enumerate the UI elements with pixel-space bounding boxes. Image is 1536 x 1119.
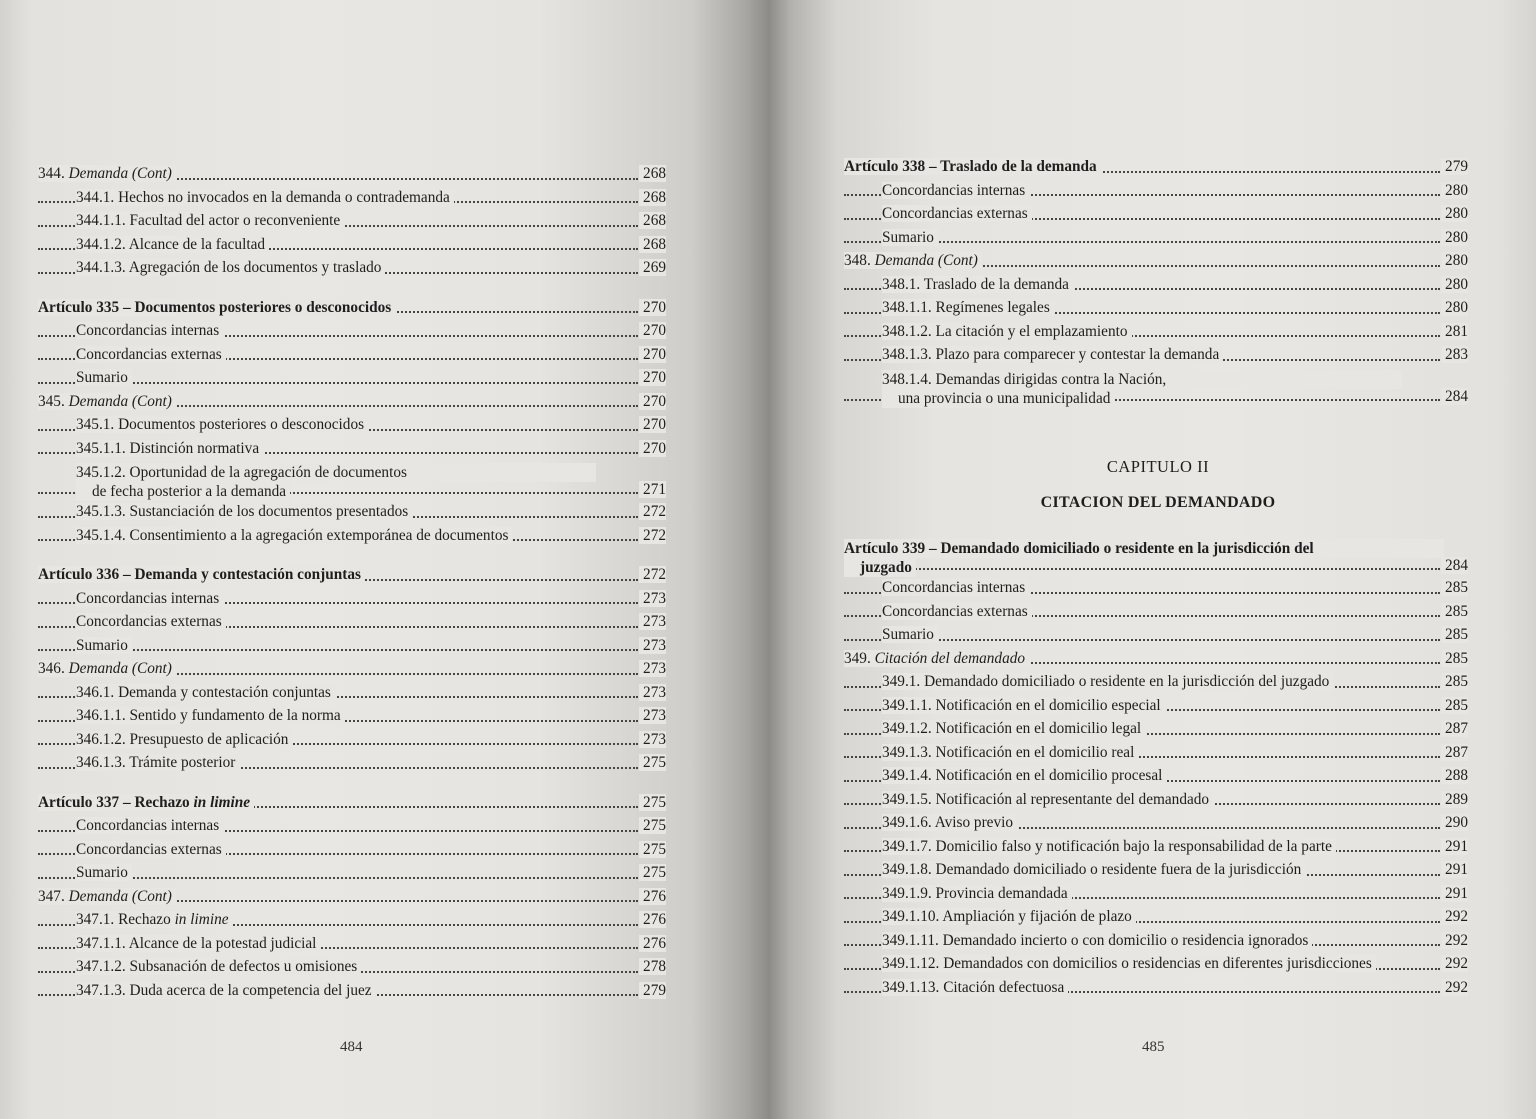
toc-entry-title xyxy=(76,369,132,386)
toc-entry-title xyxy=(76,817,223,834)
page-reference: 275 xyxy=(639,817,666,834)
toc-entry-title xyxy=(882,932,1312,949)
toc-entry xyxy=(38,885,666,909)
toc-entry-title xyxy=(76,259,385,276)
subentry-text: 348.1. Traslado de la demanda xyxy=(882,275,1069,293)
subentry-text: Concordancias externas xyxy=(882,205,1028,222)
section-number: 346. xyxy=(38,660,65,677)
toc-entry xyxy=(844,320,1468,344)
right-table-of-contents-top xyxy=(844,155,1468,407)
entry-line-1: 348.1.4. Demandas dirigidas contra la Nación, xyxy=(882,370,1402,389)
page-reference: 279 xyxy=(1441,158,1468,175)
page-reference: 278 xyxy=(639,958,666,975)
toc-entry xyxy=(844,600,1468,624)
right-page xyxy=(768,0,1536,1119)
toc-entry-title xyxy=(882,673,1333,690)
subentry-text: 345.1.1. Distinción normativa xyxy=(76,439,260,457)
entry-line-1: Artículo 339 – Demandado domiciliado o residente en la jurisdicción del xyxy=(844,539,1444,558)
toc-entry-title xyxy=(882,885,1072,902)
subentry-text: 346.1.1. Sentido y fundamento de la norma xyxy=(76,707,341,724)
page-reference: 276 xyxy=(639,888,666,905)
page-reference: 276 xyxy=(639,911,666,928)
toc-entry-title xyxy=(882,744,1138,761)
toc-entry xyxy=(38,460,666,500)
toc-entry xyxy=(38,413,666,437)
page-reference: 273 xyxy=(639,707,666,724)
subentry-text: Concordancias externas xyxy=(76,345,222,363)
toc-entry-title xyxy=(882,182,1029,199)
page-reference: 284 xyxy=(1441,557,1468,574)
toc-entry xyxy=(38,390,666,414)
page-reference: 280 xyxy=(1441,276,1468,293)
subentry-italic: in limine xyxy=(174,911,229,928)
page-reference: 292 xyxy=(1441,955,1468,972)
toc-entry xyxy=(844,249,1468,273)
toc-entry-title xyxy=(882,838,1336,855)
page-reference: 270 xyxy=(639,299,666,316)
page-reference: 270 xyxy=(639,346,666,363)
section-title: Demanda (Cont) xyxy=(874,252,978,269)
article-heading-italic: in limine xyxy=(193,793,251,811)
page-reference: 270 xyxy=(639,322,666,339)
toc-entry xyxy=(38,908,666,932)
subentry-text: 349.1.3. Notificación en el domicilio real xyxy=(882,743,1135,761)
page-reference: 285 xyxy=(1441,697,1468,714)
page-reference: 276 xyxy=(639,935,666,952)
subentry-text: 346.1.3. Trámite posterior xyxy=(76,754,236,771)
subentry-text: 346.1. Demanda y contestación conjuntas xyxy=(76,683,331,701)
page-reference: 287 xyxy=(1441,720,1468,737)
subentry-text: 344.1. Hechos no invocados en la demanda o contrademanda xyxy=(76,188,450,206)
toc-entry-title xyxy=(76,346,226,363)
page-reference: 275 xyxy=(639,754,666,771)
subentry-text: 347.1. Rechazo xyxy=(76,911,171,928)
subentry-text: Sumario xyxy=(76,864,128,881)
toc-entry-title xyxy=(76,754,239,771)
article-heading: Artículo 336 – Demanda y contestación conjuntas xyxy=(38,566,361,583)
entry-line-1: 345.1.2. Oportunidad de la agregación de documentos xyxy=(76,463,596,482)
toc-entry-title xyxy=(882,299,1054,316)
toc-entry-title xyxy=(76,982,376,999)
toc-entry-title xyxy=(76,503,412,520)
toc-entry-title xyxy=(844,650,1029,667)
toc-entry xyxy=(38,524,666,548)
toc-entry-title xyxy=(38,794,254,811)
page-reference: 273 xyxy=(639,660,666,677)
subentry-text: 348.1.1. Regímenes legales xyxy=(882,299,1050,316)
toc-entry xyxy=(844,155,1468,179)
toc-entry-title xyxy=(882,579,1029,596)
toc-entry xyxy=(844,929,1468,953)
right-page-number: 485 xyxy=(1142,1039,1165,1055)
article-heading: Artículo 338 – Traslado de la demanda xyxy=(844,158,1097,175)
subentry-text: 347.1.2. Subsanación de defectos u omisiones xyxy=(76,958,358,975)
toc-entry xyxy=(844,670,1468,694)
subentry-text: 344.1.2. Alcance de la facultad xyxy=(76,235,266,253)
subentry-text: Concordancias externas xyxy=(76,613,222,630)
toc-entry xyxy=(844,858,1468,882)
toc-entry xyxy=(38,955,666,979)
page-reference: 291 xyxy=(1441,838,1468,855)
toc-entry xyxy=(844,343,1468,367)
page-reference: 280 xyxy=(1441,205,1468,222)
toc-entry xyxy=(38,610,666,634)
subentry-text: Concordancias internas xyxy=(882,181,1026,199)
toc-entry-title xyxy=(76,440,263,457)
page-reference: 280 xyxy=(1441,229,1468,246)
subentry-text: 349.1.12. Demandados con domicilios o residencias en diferentes jurisdicciones xyxy=(882,955,1372,972)
subentry-text: Sumario xyxy=(76,636,128,654)
page-reference: 268 xyxy=(639,165,666,182)
subentry-text: Concordancias internas xyxy=(76,589,220,607)
subentry-text: 347.1.1. Alcance de la potestad judicial xyxy=(76,934,317,952)
toc-entry-title xyxy=(76,841,226,858)
page-reference: 273 xyxy=(639,684,666,701)
article-heading: Artículo 337 – Rechazo xyxy=(38,793,190,811)
toc-entry-title xyxy=(76,189,454,206)
page-reference: 285 xyxy=(1441,603,1468,620)
toc-entry-title xyxy=(76,707,345,724)
subentry-text: Concordancias internas xyxy=(76,817,220,834)
toc-entry xyxy=(38,296,666,320)
page-reference: 270 xyxy=(639,369,666,386)
subentry-text: 349.1.11. Demandado incierto o con domicilio o residencia ignorados xyxy=(882,931,1309,949)
toc-entry-title xyxy=(882,276,1073,293)
toc-entry-title xyxy=(882,205,1032,222)
page-reference: 273 xyxy=(639,613,666,630)
section-title: Demanda (Cont) xyxy=(68,660,172,677)
page-reference: 268 xyxy=(639,212,666,229)
page-reference: 291 xyxy=(1441,885,1468,902)
section-title: Demanda (Cont) xyxy=(68,392,172,410)
toc-entry xyxy=(844,536,1468,576)
subentry-text: 344.1.1. Facultad del actor o reconveniente xyxy=(76,212,341,229)
toc-entry xyxy=(38,932,666,956)
toc-entry xyxy=(844,296,1468,320)
page-reference: 287 xyxy=(1441,744,1468,761)
toc-entry xyxy=(38,681,666,705)
page-reference: 292 xyxy=(1441,979,1468,996)
toc-entry xyxy=(38,657,666,681)
page-reference: 292 xyxy=(1441,908,1468,925)
toc-entry-title xyxy=(76,637,132,654)
toc-entry xyxy=(844,623,1468,647)
subentry-text: 345.1. Documentos posteriores o desconocidos xyxy=(76,416,365,433)
toc-entry xyxy=(38,343,666,367)
toc-entry-title xyxy=(38,165,176,182)
subentry-text: 349.1.6. Aviso previo xyxy=(882,814,1014,831)
page-reference: 284 xyxy=(1441,388,1468,405)
toc-entry-title xyxy=(844,539,1448,577)
page-reference: 281 xyxy=(1441,323,1468,340)
toc-entry xyxy=(38,979,666,1003)
page-reference: 283 xyxy=(1441,346,1468,363)
subentry-text: 349.1.13. Citación defectuosa xyxy=(882,978,1065,996)
page-reference: 279 xyxy=(639,982,666,999)
subentry-text: Concordancias externas xyxy=(882,602,1028,620)
subentry-text: Concordancias internas xyxy=(882,579,1026,596)
toc-entry xyxy=(38,587,666,611)
toc-entry-title xyxy=(882,603,1032,620)
page-reference: 272 xyxy=(639,527,666,544)
section-title: Demanda (Cont) xyxy=(68,165,172,182)
section-spacer xyxy=(38,775,666,791)
page-reference: 280 xyxy=(1441,299,1468,316)
toc-entry xyxy=(844,811,1468,835)
toc-entry xyxy=(844,179,1468,203)
toc-entry-title xyxy=(882,720,1145,737)
page-reference: 290 xyxy=(1441,814,1468,831)
page-reference: 270 xyxy=(639,416,666,433)
subentry-text: Concordancias internas xyxy=(76,322,220,339)
section-number: 348. xyxy=(844,252,871,269)
left-page-number: 484 xyxy=(340,1039,363,1055)
toc-entry-title xyxy=(38,660,176,677)
section-number: 349. xyxy=(844,649,871,667)
left-table-of-contents xyxy=(38,162,666,1002)
subentry-text: 349.1.1. Notificación en el domicilio especial xyxy=(882,696,1161,714)
section-spacer xyxy=(38,547,666,563)
page-reference: 270 xyxy=(639,440,666,457)
toc-entry-title xyxy=(882,814,1017,831)
subentry-text: 349.1.7. Domicilio falso y notificación bajo la responsabilidad de la parte xyxy=(882,837,1332,855)
page-reference: 268 xyxy=(639,189,666,206)
toc-entry xyxy=(38,256,666,280)
toc-entry xyxy=(38,186,666,210)
subentry-text: 345.1.4. Consentimiento a la agregación extemporánea de documentos xyxy=(76,526,509,544)
toc-entry-title xyxy=(882,955,1376,972)
page-reference: 273 xyxy=(639,637,666,654)
page-reference: 285 xyxy=(1441,579,1468,596)
page-reference: 272 xyxy=(639,566,666,583)
toc-entry xyxy=(38,814,666,838)
subentry-text: Concordancias externas xyxy=(76,840,222,858)
toc-entry-title xyxy=(882,791,1213,808)
page-reference: 292 xyxy=(1441,932,1468,949)
subentry-text: 345.1.3. Sustanciación de los documentos presentados xyxy=(76,503,409,520)
entry-line-2: una provincia o una municipalidad xyxy=(882,389,1114,408)
toc-entry-title xyxy=(76,613,226,630)
toc-entry xyxy=(844,226,1468,250)
page-reference: 269 xyxy=(639,259,666,276)
toc-entry-title xyxy=(76,911,233,928)
toc-entry xyxy=(38,791,666,815)
subentry-text: 344.1.3. Agregación de los documentos y traslado xyxy=(76,259,382,276)
page-reference: 280 xyxy=(1441,252,1468,269)
toc-entry-title xyxy=(76,935,320,952)
toc-entry xyxy=(38,162,666,186)
toc-entry-title xyxy=(76,322,223,339)
subentry-text: 349.1. Demandado domiciliado o residente en la jurisdicción del juzgado xyxy=(882,673,1330,690)
subentry-text: Sumario xyxy=(882,626,934,643)
subentry-text: 349.1.8. Demandado domiciliado o residente fuera de la jurisdicción xyxy=(882,861,1302,878)
toc-entry-title xyxy=(76,590,223,607)
toc-entry xyxy=(844,741,1468,765)
toc-entry-title xyxy=(76,416,368,433)
toc-entry-title xyxy=(38,566,365,583)
article-heading: Artículo 335 – Documentos posteriores o desconocidos xyxy=(38,298,392,316)
toc-entry xyxy=(844,202,1468,226)
subentry-text: 349.1.9. Provincia demandada xyxy=(882,884,1068,902)
toc-entry-title xyxy=(76,958,361,975)
toc-entry xyxy=(38,728,666,752)
toc-entry xyxy=(38,704,666,728)
page-reference: 275 xyxy=(639,864,666,881)
toc-entry-title xyxy=(882,323,1132,340)
page-reference: 289 xyxy=(1441,791,1468,808)
section-title: Citación del demandado xyxy=(874,649,1026,667)
toc-entry-title xyxy=(38,299,395,316)
right-table-of-contents-bottom xyxy=(844,536,1468,999)
subentry-text: 349.1.4. Notificación en el domicilio procesal xyxy=(882,767,1163,784)
page-reference: 275 xyxy=(639,794,666,811)
toc-entry-title xyxy=(882,767,1166,784)
entry-line-2: de fecha posterior a la demanda xyxy=(76,482,290,501)
page-reference: 291 xyxy=(1441,861,1468,878)
toc-entry-title xyxy=(882,229,938,246)
toc-entry-title xyxy=(38,888,176,905)
subentry-text: 349.1.2. Notificación en el domicilio legal xyxy=(882,720,1142,737)
toc-entry xyxy=(38,500,666,524)
toc-entry-title xyxy=(882,370,1406,408)
toc-entry-title xyxy=(882,626,938,643)
toc-entry xyxy=(844,717,1468,741)
page-reference: 271 xyxy=(639,481,666,498)
toc-entry-title xyxy=(882,979,1068,996)
toc-entry-title xyxy=(76,236,269,253)
subentry-text: 349.1.5. Notificación al representante del demandado xyxy=(882,790,1210,808)
toc-entry xyxy=(844,788,1468,812)
toc-entry xyxy=(38,634,666,658)
page-reference: 273 xyxy=(639,731,666,748)
toc-entry xyxy=(38,437,666,461)
toc-entry-title xyxy=(882,697,1165,714)
toc-entry-title xyxy=(38,393,176,410)
toc-entry xyxy=(38,366,666,390)
section-number: 347. xyxy=(38,887,65,905)
page-reference: 285 xyxy=(1441,626,1468,643)
page-reference: 272 xyxy=(639,503,666,520)
page-reference: 285 xyxy=(1441,650,1468,667)
toc-entry-title xyxy=(76,527,512,544)
toc-entry xyxy=(844,882,1468,906)
toc-entry xyxy=(844,905,1468,929)
toc-entry-title xyxy=(76,684,335,701)
subentry-text: Sumario xyxy=(882,228,934,246)
page-reference: 288 xyxy=(1441,767,1468,784)
page-reference: 275 xyxy=(639,841,666,858)
toc-entry xyxy=(844,764,1468,788)
subentry-text: Sumario xyxy=(76,369,128,386)
toc-entry xyxy=(844,647,1468,671)
toc-entry xyxy=(844,976,1468,1000)
toc-entry xyxy=(38,233,666,257)
page-reference: 285 xyxy=(1441,673,1468,690)
toc-entry xyxy=(844,273,1468,297)
subentry-text: 348.1.3. Plazo para comparecer y contestar la demanda xyxy=(882,346,1220,363)
toc-entry xyxy=(38,319,666,343)
toc-entry-title xyxy=(76,864,132,881)
entry-line-2: juzgado xyxy=(844,558,916,577)
subentry-text: 346.1.2. Presupuesto de aplicación xyxy=(76,730,289,748)
toc-entry xyxy=(844,367,1468,407)
section-spacer xyxy=(38,280,666,296)
chapter-title: CITACION DEL DEMANDADO xyxy=(1040,494,1276,511)
page-reference: 280 xyxy=(1441,182,1468,199)
section-title: Demanda (Cont) xyxy=(68,887,172,905)
subentry-text: 349.1.10. Ampliación y fijación de plazo xyxy=(882,908,1132,925)
toc-entry-title xyxy=(844,252,982,269)
toc-entry-title xyxy=(844,158,1101,175)
toc-entry xyxy=(844,576,1468,600)
toc-entry-title xyxy=(882,861,1305,878)
subentry-text: 348.1.2. La citación y el emplazamiento xyxy=(882,322,1128,340)
toc-entry xyxy=(38,751,666,775)
toc-entry xyxy=(38,209,666,233)
toc-entry-title xyxy=(76,463,600,501)
toc-entry-title xyxy=(76,212,344,229)
toc-entry xyxy=(38,563,666,587)
page-reference: 268 xyxy=(639,236,666,253)
toc-entry xyxy=(38,861,666,885)
page-reference: 273 xyxy=(639,590,666,607)
section-number: 345. xyxy=(38,392,65,410)
subentry-text: 347.1.3. Duda acerca de la competencia del juez xyxy=(76,981,372,999)
toc-entry-title xyxy=(882,346,1223,363)
toc-entry-title xyxy=(882,908,1136,925)
toc-entry xyxy=(844,835,1468,859)
section-number: 344. xyxy=(38,165,65,182)
toc-entry xyxy=(844,952,1468,976)
page-reference: 270 xyxy=(639,393,666,410)
chapter-label: CAPITULO II xyxy=(1106,457,1210,476)
toc-entry xyxy=(38,838,666,862)
toc-entry xyxy=(844,694,1468,718)
toc-entry-title xyxy=(76,731,292,748)
